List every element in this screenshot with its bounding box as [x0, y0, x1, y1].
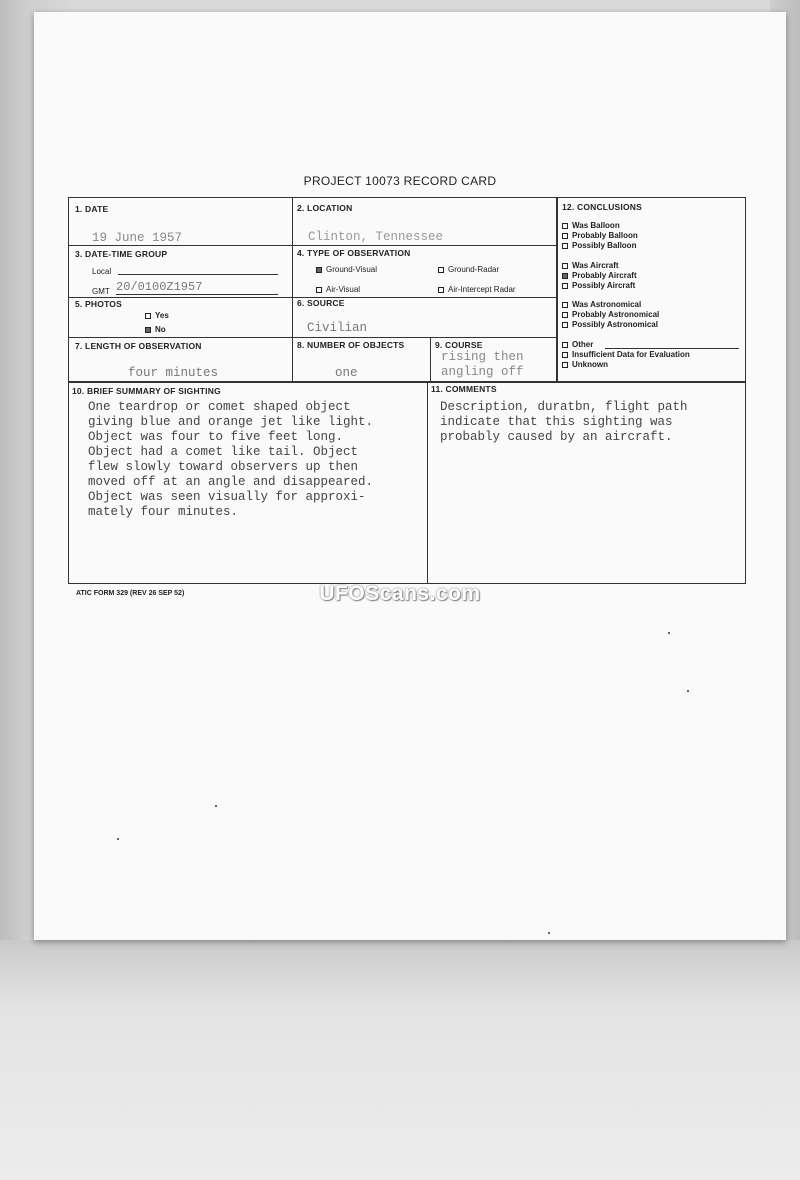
conclusion-possibly-balloon [562, 241, 636, 251]
photos-no-checkbox [145, 327, 151, 333]
location-label: 2. LOCATION [297, 203, 353, 213]
air-visual-option [316, 285, 360, 294]
divider-conclusions [556, 197, 558, 383]
num-objects-value: one [335, 366, 358, 380]
ground-visual-text: Ground-Visual [326, 265, 377, 274]
was-astronomical-checkbox [562, 302, 568, 308]
conclusion-probably-astronomical [562, 310, 659, 320]
photos-yes-option [145, 311, 169, 320]
conclusion-other [562, 340, 593, 350]
possibly-aircraft-text: Possibly Aircraft [572, 281, 636, 290]
air-intercept-checkbox [438, 287, 444, 293]
other-line [605, 348, 739, 349]
conclusion-insufficient-data [562, 350, 690, 360]
source-label: 6. SOURCE [297, 298, 345, 308]
probably-aircraft-checkbox [562, 273, 568, 279]
dtg-local-line [118, 274, 278, 275]
possibly-aircraft-checkbox [562, 283, 568, 289]
other-text: Other [572, 340, 594, 349]
dtg-label: 3. DATE-TIME GROUP [75, 249, 168, 259]
divider-col-mid [292, 197, 293, 381]
other-checkbox [562, 342, 568, 348]
photos-yes-text: Yes [155, 311, 169, 320]
photos-no-text: No [155, 325, 166, 334]
conclusion-possibly-astronomical [562, 320, 658, 330]
photos-no-option [145, 325, 166, 334]
source-value: Civilian [307, 321, 368, 335]
insufficient-data-checkbox [562, 352, 568, 358]
divider-row1 [68, 245, 556, 246]
conclusion-was-astronomical [562, 300, 641, 310]
summary-text: One teardrop or comet shaped object giving blue and orange jet like light. Object was four to five feet long. Object had a comet like tail. Object flew slowly toward observers up then moved off at an angle and disappeared. Object was seen visually for approxi- mately four minutes. [88, 400, 374, 519]
possibly-astronomical-checkbox [562, 322, 568, 328]
form-identifier: ATIC FORM 329 (REV 26 SEP 52) [76, 590, 185, 597]
conclusion-was-balloon [562, 221, 620, 231]
dtg-gmt-value: 20/0100Z1957 [116, 280, 203, 294]
possibly-astronomical-text: Possibly Astronomical [572, 320, 658, 329]
probably-astronomical-text: Probably Astronomical [572, 310, 660, 319]
probably-aircraft-text: Probably Aircraft [572, 271, 637, 280]
scan-speck [668, 632, 670, 634]
course-label: 9. COURSE [435, 340, 483, 350]
date-value: 19 June 1957 [92, 231, 183, 245]
watermark: UFOScans.com [319, 582, 481, 605]
conclusion-was-aircraft [562, 261, 619, 271]
unknown-checkbox [562, 362, 568, 368]
location-value: Clinton, Tennessee [308, 230, 444, 244]
scan-speck [117, 838, 119, 840]
divider-row3 [68, 337, 556, 338]
scan-speck [215, 805, 217, 807]
card-title: PROJECT 10073 RECORD CARD [303, 174, 497, 188]
ground-visual-option [316, 265, 377, 274]
scan-background-bottom [0, 940, 800, 1180]
photos-yes-checkbox [145, 313, 151, 319]
summary-label: 10. BRIEF SUMMARY OF SIGHTING [72, 386, 221, 396]
conclusion-possibly-aircraft [562, 281, 635, 291]
length-label: 7. LENGTH OF OBSERVATION [75, 341, 202, 351]
num-objects-label: 8. NUMBER OF OBJECTS [297, 340, 405, 350]
scan-speck [687, 690, 689, 692]
course-value-line2: angling off [441, 365, 524, 379]
was-aircraft-text: Was Aircraft [572, 261, 619, 270]
ground-radar-option [438, 265, 499, 274]
air-visual-checkbox [316, 287, 322, 293]
probably-astronomical-checkbox [562, 312, 568, 318]
possibly-balloon-text: Possibly Balloon [572, 241, 637, 250]
air-intercept-text: Air-Intercept Radar [448, 285, 516, 294]
was-astronomical-text: Was Astronomical [572, 300, 642, 309]
unknown-text: Unknown [572, 360, 608, 369]
insufficient-data-text: Insufficient Data for Evaluation [572, 350, 690, 359]
length-value: four minutes [128, 366, 219, 380]
ground-radar-text: Ground-Radar [448, 265, 500, 274]
comments-label: 11. COMMENTS [431, 384, 497, 394]
conclusion-unknown [562, 360, 608, 370]
dtg-gmt-label: GMT [92, 287, 110, 296]
was-aircraft-checkbox [562, 263, 568, 269]
ground-radar-checkbox [438, 267, 444, 273]
divider-course [430, 337, 431, 381]
air-visual-text: Air-Visual [326, 285, 361, 294]
conclusions-label: 12. CONCLUSIONS [562, 202, 642, 212]
comments-text: Description, duratbn, flight path indicate that this sighting was probably caused by an aircraft. [440, 400, 688, 444]
conclusion-probably-aircraft [562, 271, 637, 281]
conclusion-probably-balloon [562, 231, 638, 241]
dtg-local-label: Local [92, 267, 112, 276]
ground-visual-checkbox [316, 267, 322, 273]
was-balloon-checkbox [562, 223, 568, 229]
divider-summary-comments [427, 381, 428, 584]
was-balloon-text: Was Balloon [572, 221, 620, 230]
photos-label: 5. PHOTOS [75, 299, 122, 309]
air-intercept-option [438, 285, 516, 294]
date-label: 1. DATE [75, 204, 109, 214]
scan-speck [548, 932, 550, 934]
observation-type-label: 4. TYPE OF OBSERVATION [297, 248, 411, 258]
probably-balloon-text: Probably Balloon [572, 231, 638, 240]
dtg-gmt-line [116, 294, 278, 295]
divider-row4 [68, 381, 746, 383]
course-value-line1: rising then [441, 350, 524, 364]
possibly-balloon-checkbox [562, 243, 568, 249]
probably-balloon-checkbox [562, 233, 568, 239]
